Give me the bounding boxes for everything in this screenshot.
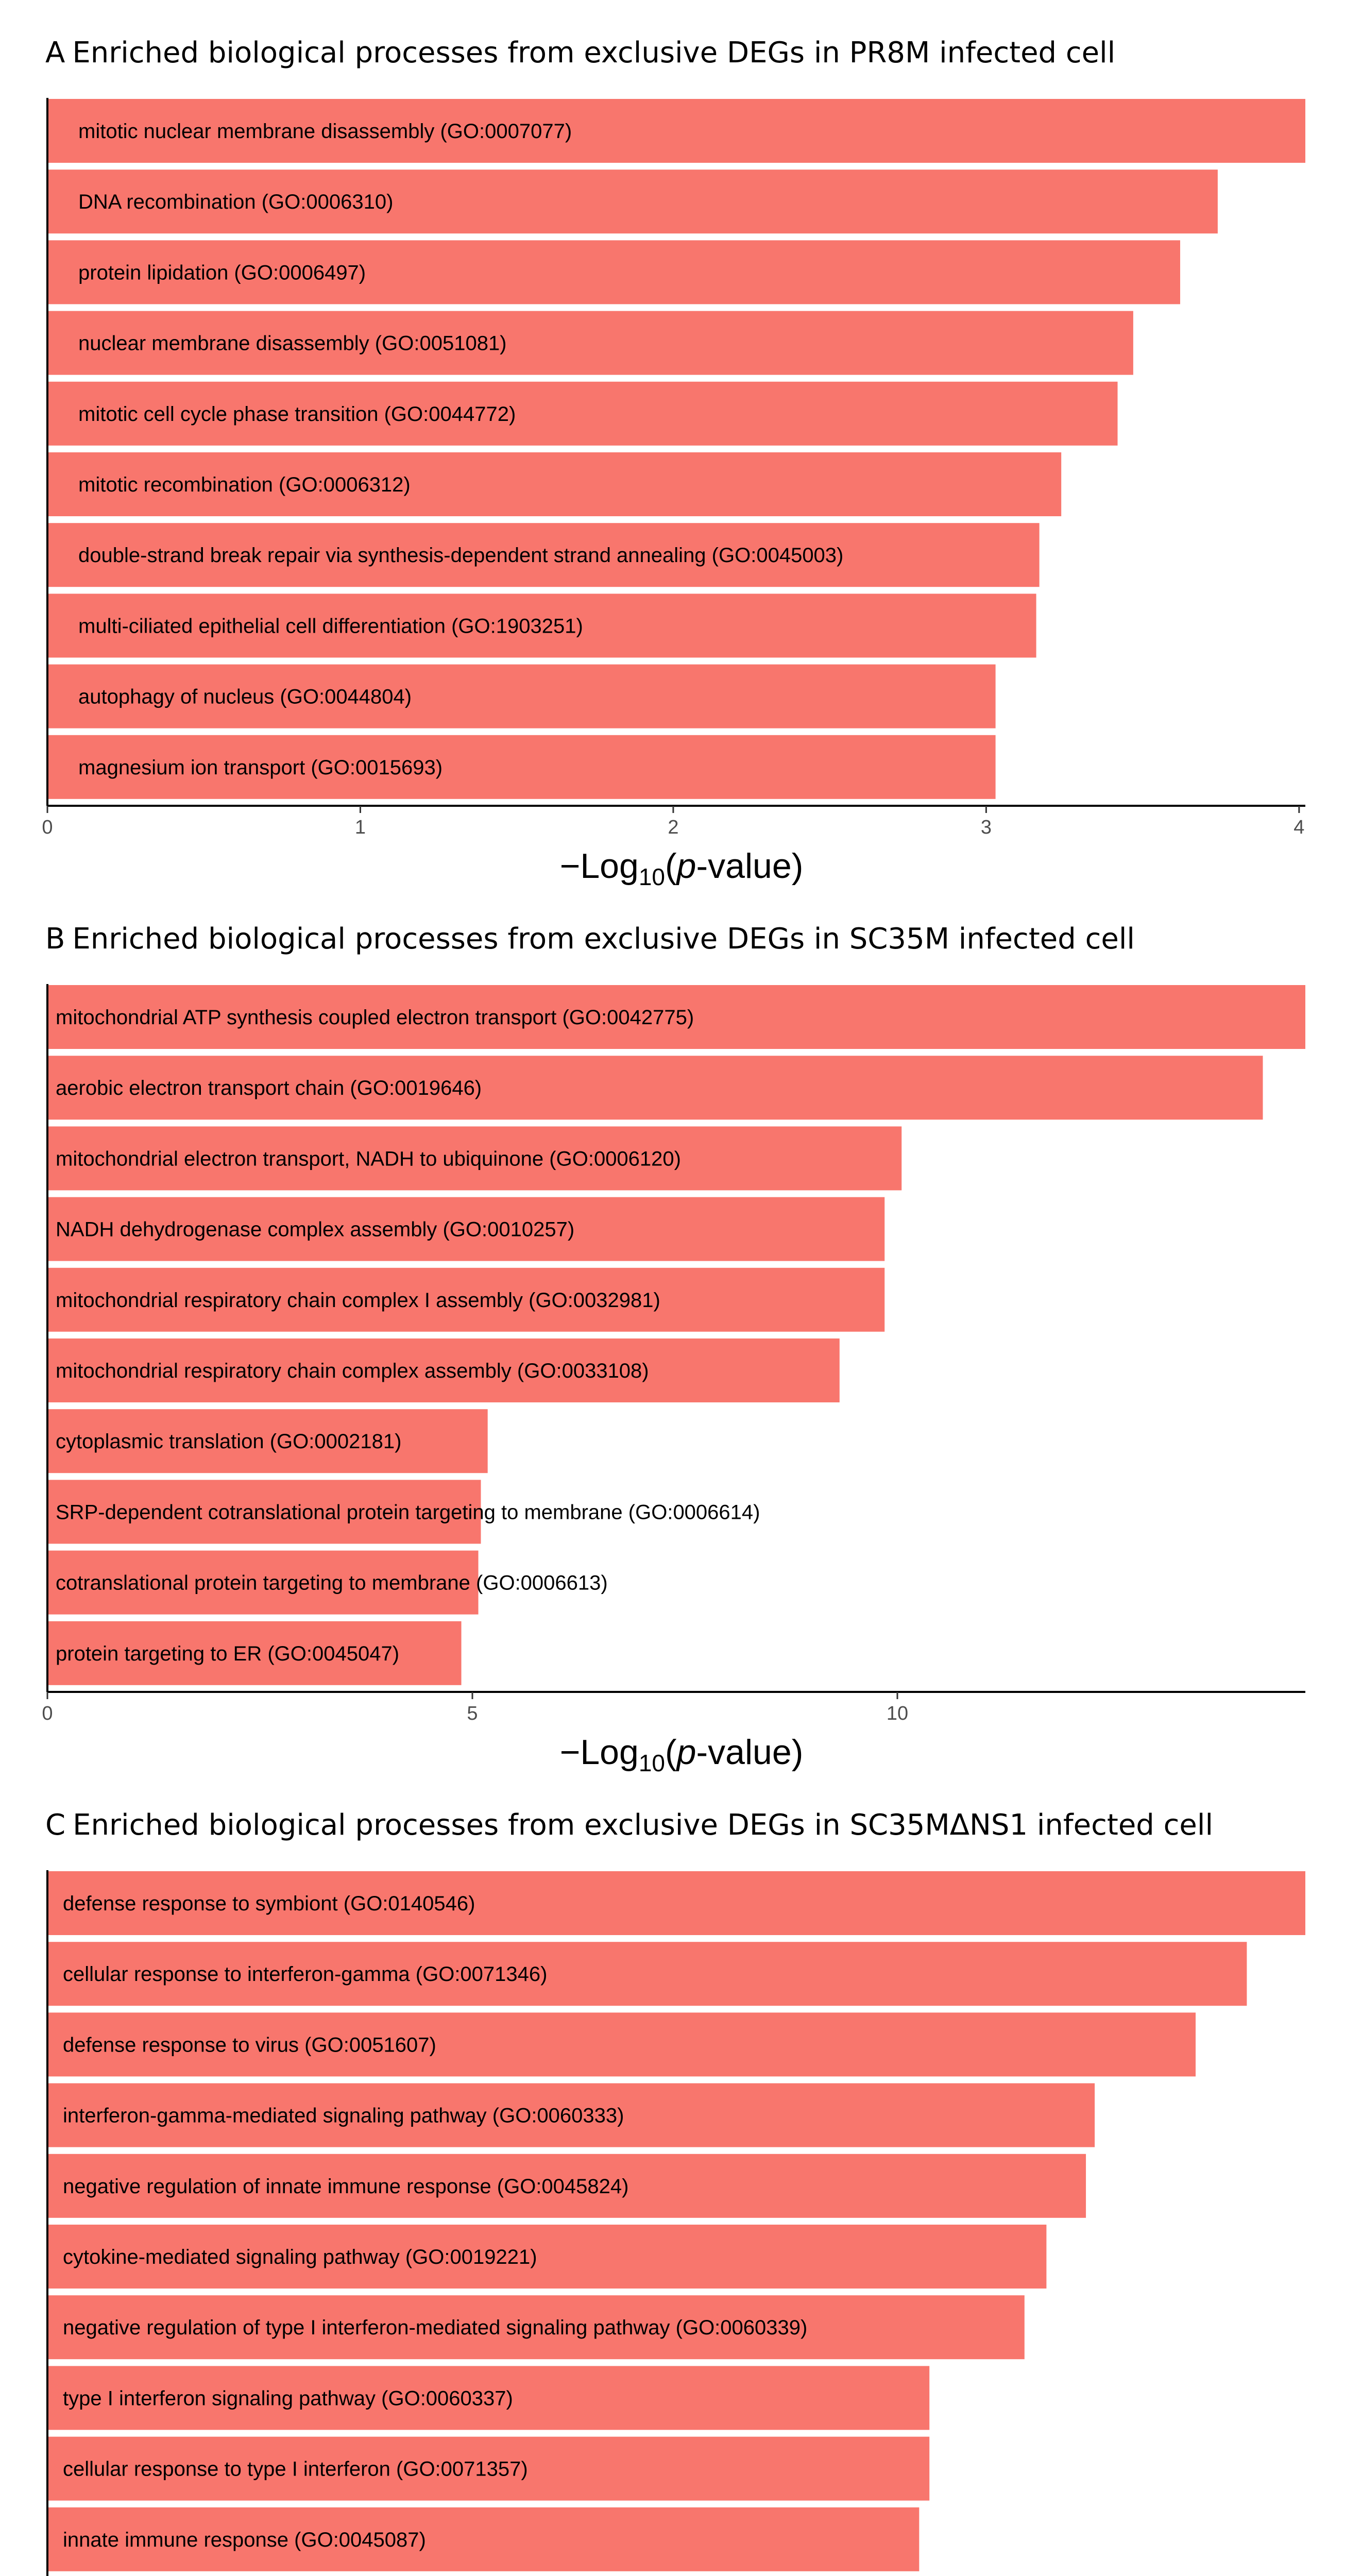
bar-label: negative regulation of type I interferon-mediated signaling pathway (GO:0060339) [63,2316,808,2340]
x-tick-label: 1 [354,817,366,838]
x-tick-label: 5 [467,1703,478,1724]
bar-label: nuclear membrane disassembly (GO:0051081) [78,332,507,355]
panel-b-title-text: Enriched biological processes from exclusive DEGs in SC35M infected cell [72,922,1135,956]
x-tick-label: 4 [1293,817,1305,838]
bar-label: multi-ciliated epithelial cell differentiation (GO:1903251) [78,615,583,638]
bar-label: mitotic nuclear membrane disassembly (GO:0007077) [78,120,572,143]
bar-label: defense response to symbiont (GO:0140546) [63,1892,475,1915]
bar-label: cotranslational protein targeting to membrane (GO:0006613) [56,1571,608,1595]
panel-c-title-text: Enriched biological processes from exclusive DEGs in SC35MΔNS1 infected cell [73,1808,1213,1842]
bar-label: protein lipidation (GO:0006497) [78,261,366,284]
bar-label: double-strand break repair via synthesis-dependent strand annealing (GO:0045003) [78,544,844,567]
bar-label: negative regulation of innate immune response (GO:0045824) [63,2175,629,2198]
bar-label: mitochondrial ATP synthesis coupled electron transport (GO:0042775) [56,1006,694,1029]
bar-label: SRP-dependent cotranslational protein targeting to membrane (GO:0006614) [56,1501,760,1524]
panel-c-chart [0,1772,1362,2576]
bar-label: mitochondrial electron transport, NADH to ubiquinone (GO:0006120) [56,1147,681,1171]
panel-a-title-text: Enriched biological processes from exclusive DEGs in PR8M infected cell [72,36,1116,70]
bar-label: NADH dehydrogenase complex assembly (GO:0010257) [56,1218,575,1241]
x-tick-label: 3 [980,817,992,838]
x-tick-label: 0 [42,817,53,838]
x-tick-label: 0 [42,1703,53,1724]
bar-label: innate immune response (GO:0045087) [63,2528,426,2551]
x-tick-label: 10 [886,1703,909,1724]
bar-label: cellular response to interferon-gamma (GO:0071346) [63,1963,548,1986]
bar-label: cellular response to type I interferon (GO:0071357) [63,2458,528,2481]
bar-label: mitochondrial respiratory chain complex assembly (GO:0033108) [56,1360,649,1382]
x-tick-label: 2 [668,817,679,838]
bar-label: mitotic cell cycle phase transition (GO:0044772) [78,402,516,426]
bar-label: interferon-gamma-mediated signaling pathway (GO:0060333) [63,2104,624,2127]
x-axis-title: −Log$_{10}$(p-value) [559,1733,804,1776]
bar-label: mitochondrial respiratory chain complex I assembly (GO:0032981) [56,1289,660,1312]
bar-label: autophagy of nucleus (GO:0044804) [78,685,412,708]
bar-label: protein targeting to ER (GO:0045047) [56,1642,400,1665]
bar-label: type I interferon signaling pathway (GO:0060337) [63,2387,513,2410]
panel-b-letter: B [45,922,65,956]
bar-label: DNA recombination (GO:0006310) [78,191,394,214]
panel-a-letter: A [45,36,65,70]
bar-label: magnesium ion transport (GO:0015693) [78,756,443,779]
bar-label: cytoplasmic translation (GO:0002181) [56,1430,402,1453]
panel-c-letter: C [45,1808,66,1842]
bar-label: aerobic electron transport chain (GO:0019646) [56,1077,482,1100]
bar-label: cytokine-mediated signaling pathway (GO:0019221) [63,2246,537,2268]
bar-label: defense response to virus (GO:0051607) [63,2033,436,2057]
x-axis-title: −Log$_{10}$(p-value) [559,846,804,890]
bar-label: mitotic recombination (GO:0006312) [78,473,411,496]
